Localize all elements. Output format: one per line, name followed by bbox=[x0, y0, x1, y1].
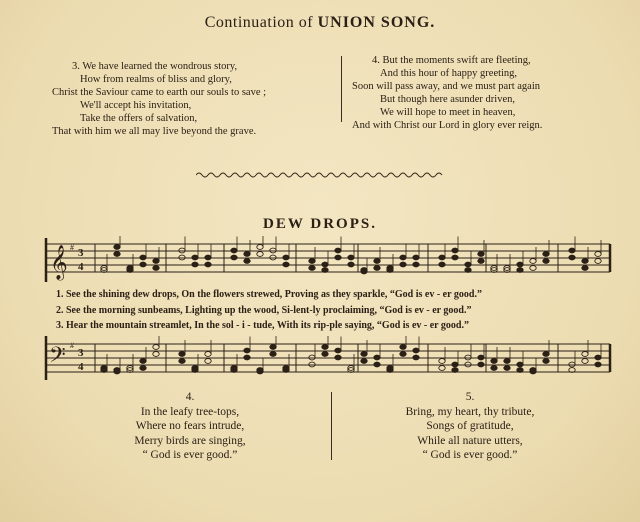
verse-number: 5. bbox=[465, 391, 475, 403]
note-head bbox=[517, 368, 523, 373]
sharp-icon: # bbox=[70, 341, 74, 350]
stanza-line: How from realms of bliss and glory, bbox=[80, 74, 232, 85]
note-head bbox=[179, 255, 185, 260]
stanza-4 bbox=[352, 54, 542, 132]
note-head bbox=[465, 262, 471, 267]
note-head bbox=[244, 348, 250, 353]
page-header bbox=[0, 14, 640, 32]
treble-staff bbox=[38, 236, 613, 282]
note-head bbox=[400, 255, 406, 260]
note-head bbox=[452, 368, 458, 373]
note-head bbox=[192, 368, 198, 373]
note-head bbox=[478, 259, 484, 264]
verse-line: Where no fears intrude, bbox=[135, 420, 245, 432]
note-head bbox=[582, 266, 588, 271]
note-head bbox=[140, 359, 146, 364]
note-head bbox=[348, 255, 354, 260]
stanza-line: Take the offers of salvation, bbox=[80, 113, 198, 124]
treble-clef-icon: 𝄞 bbox=[50, 245, 68, 280]
note-head bbox=[569, 362, 575, 367]
note-head bbox=[543, 259, 549, 264]
note-head bbox=[231, 255, 237, 260]
note-head bbox=[231, 368, 237, 373]
note-head bbox=[543, 352, 549, 357]
note-head bbox=[517, 362, 523, 367]
note-head bbox=[361, 359, 367, 364]
note-head bbox=[517, 268, 523, 273]
verse-line: Songs of gratitude, bbox=[426, 420, 514, 432]
stanza-number: 3. bbox=[72, 61, 80, 72]
note-head bbox=[465, 362, 471, 367]
note-head bbox=[374, 259, 380, 264]
note-head bbox=[283, 368, 289, 373]
note-head bbox=[439, 366, 445, 371]
note-head bbox=[322, 268, 328, 273]
note-head bbox=[517, 262, 523, 267]
note-head bbox=[192, 255, 198, 260]
note-head bbox=[153, 259, 159, 264]
note-head bbox=[530, 368, 536, 373]
verse-line: “ God is ever good.” bbox=[422, 449, 518, 461]
lyric-line-1: 1. See the shining dew drops, On the flowers strewed, Proving as they sparkle, “God is ev - er good.” bbox=[56, 289, 482, 300]
note-head bbox=[361, 352, 367, 357]
note-head bbox=[283, 262, 289, 267]
stanza-line: But though here asunder driven, bbox=[380, 94, 516, 105]
verse-line: While all nature utters, bbox=[417, 434, 523, 447]
note-head bbox=[140, 255, 146, 260]
note-head bbox=[257, 245, 263, 250]
bass-notes bbox=[101, 336, 601, 374]
stanza-line: We'll accept his invitation, bbox=[80, 100, 192, 111]
note-head bbox=[270, 345, 276, 350]
column-divider bbox=[331, 392, 332, 460]
note-head bbox=[335, 248, 341, 253]
column-divider bbox=[341, 56, 342, 122]
note-head bbox=[127, 268, 133, 273]
note-head bbox=[465, 268, 471, 273]
lyric-line-2: 2. See the morning sunbeams, Lighting up the wood, Si-lent-ly proclaiming, “God is ev - er good.” bbox=[56, 305, 472, 316]
note-head bbox=[244, 259, 250, 264]
note-head bbox=[400, 352, 406, 357]
note-head bbox=[387, 368, 393, 373]
note-head bbox=[322, 352, 328, 357]
time-sig-bottom: 4 bbox=[78, 361, 84, 373]
note-head bbox=[543, 359, 549, 364]
stanza-line: Soon will pass away, and we must part again bbox=[352, 81, 540, 92]
note-head bbox=[153, 345, 159, 350]
note-head bbox=[413, 355, 419, 360]
note-head bbox=[582, 352, 588, 357]
note-head bbox=[452, 362, 458, 367]
note-head bbox=[114, 245, 120, 250]
note-head bbox=[387, 268, 393, 273]
stanza-line: 3. We have learned the wondrous story, bbox=[72, 61, 238, 72]
note-head bbox=[114, 368, 120, 373]
note-head bbox=[257, 368, 263, 373]
note-head bbox=[270, 248, 276, 253]
note-head bbox=[309, 362, 315, 367]
note-head bbox=[153, 266, 159, 271]
note-head bbox=[491, 359, 497, 364]
note-head bbox=[413, 262, 419, 267]
verse-number: 4. bbox=[185, 391, 195, 403]
note-head bbox=[595, 259, 601, 264]
note-head bbox=[283, 255, 289, 260]
verse-line: “ God is ever good.” bbox=[142, 449, 238, 461]
note-head bbox=[595, 252, 601, 257]
note-head bbox=[114, 252, 120, 257]
note-head bbox=[465, 355, 471, 360]
note-head bbox=[504, 366, 510, 371]
note-head bbox=[335, 348, 341, 353]
note-head bbox=[491, 366, 497, 371]
note-head bbox=[478, 362, 484, 367]
note-head bbox=[192, 262, 198, 267]
note-head bbox=[452, 255, 458, 260]
note-head bbox=[205, 255, 211, 260]
stanza-line: We will hope to meet in heaven, bbox=[380, 107, 516, 118]
stanza-number: 4. bbox=[372, 55, 380, 66]
note-head bbox=[400, 345, 406, 350]
note-head bbox=[582, 359, 588, 364]
time-sig-top: 3 bbox=[78, 347, 84, 359]
note-head bbox=[205, 262, 211, 267]
note-head bbox=[582, 259, 588, 264]
note-head bbox=[439, 359, 445, 364]
note-head bbox=[309, 266, 315, 271]
note-head bbox=[361, 268, 367, 273]
time-sig-bottom: 4 bbox=[78, 261, 84, 273]
note-head bbox=[504, 359, 510, 364]
lyric-line-3: 3. Hear the mountain streamlet, In the sol - i - tude, With its rip-ple saying, “God is ev - er good.” bbox=[56, 320, 469, 331]
sharp-icon: # bbox=[70, 243, 74, 252]
note-head bbox=[595, 362, 601, 367]
note-head bbox=[322, 262, 328, 267]
stanza-line: That with him we all may live beyond the grave. bbox=[52, 126, 257, 137]
stanza-line: 4. But the moments swift are fleeting, bbox=[372, 55, 531, 66]
header-title: UNION SONG. bbox=[317, 14, 436, 31]
note-head bbox=[374, 266, 380, 271]
ornamental-wavy-rule bbox=[196, 170, 446, 180]
note-head bbox=[205, 359, 211, 364]
note-head bbox=[322, 345, 328, 350]
note-head bbox=[439, 262, 445, 267]
note-head bbox=[140, 262, 146, 267]
note-head bbox=[413, 255, 419, 260]
note-head bbox=[179, 359, 185, 364]
note-head bbox=[530, 266, 536, 271]
note-head bbox=[452, 248, 458, 253]
note-head bbox=[257, 252, 263, 257]
stanza-line: And this hour of happy greeting, bbox=[380, 68, 518, 79]
note-head bbox=[244, 252, 250, 257]
note-head bbox=[231, 248, 237, 253]
verse-5 bbox=[360, 390, 580, 463]
note-head bbox=[595, 355, 601, 360]
note-head bbox=[569, 248, 575, 253]
note-head bbox=[543, 252, 549, 257]
header-prefix: Continuation of bbox=[204, 14, 314, 31]
stanza-line: Christ the Saviour came to earth our souls to save ; bbox=[52, 87, 267, 98]
note-head bbox=[179, 352, 185, 357]
note-head bbox=[439, 255, 445, 260]
note-head bbox=[309, 355, 315, 360]
note-head bbox=[270, 255, 276, 260]
note-head bbox=[569, 255, 575, 260]
verse-line: In the leafy tree-tops, bbox=[140, 405, 240, 418]
time-sig-top: 3 bbox=[78, 247, 84, 259]
note-head bbox=[179, 248, 185, 253]
verse-4 bbox=[80, 390, 300, 463]
bass-staff bbox=[38, 336, 613, 382]
verse-line: Bring, my heart, thy tribute, bbox=[405, 405, 535, 418]
note-head bbox=[374, 362, 380, 367]
note-head bbox=[335, 355, 341, 360]
treble-notes bbox=[101, 236, 601, 274]
note-head bbox=[400, 262, 406, 267]
note-head bbox=[309, 259, 315, 264]
note-head bbox=[478, 355, 484, 360]
note-head bbox=[374, 355, 380, 360]
song-title: DEW DROPS. bbox=[263, 216, 377, 232]
note-head bbox=[140, 366, 146, 371]
note-head bbox=[244, 355, 250, 360]
verse-line: Merry birds are singing, bbox=[134, 434, 246, 447]
bass-clef-icon: 𝄢 bbox=[49, 343, 66, 373]
note-head bbox=[335, 255, 341, 260]
note-head bbox=[348, 262, 354, 267]
note-head bbox=[270, 352, 276, 357]
note-head bbox=[153, 352, 159, 357]
note-head bbox=[413, 348, 419, 353]
stanza-3 bbox=[52, 60, 266, 138]
stanza-line: And with Christ our Lord in glory ever reign. bbox=[352, 120, 543, 131]
note-head bbox=[530, 259, 536, 264]
note-head bbox=[478, 252, 484, 257]
note-head bbox=[205, 352, 211, 357]
note-head bbox=[101, 368, 107, 373]
